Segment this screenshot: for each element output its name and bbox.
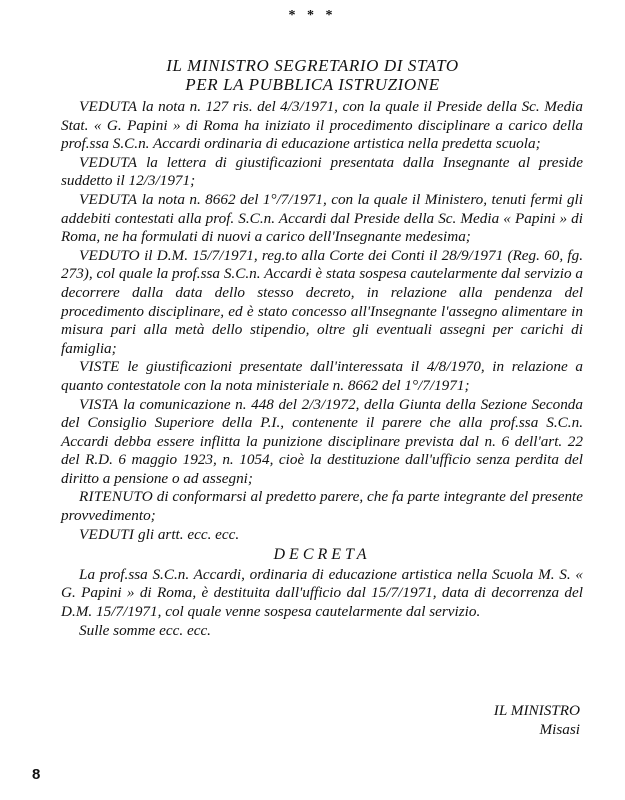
recital-paragraph (61, 526, 583, 545)
page-number: 8 (32, 766, 41, 783)
minister-name: Misasi (539, 721, 580, 738)
recital-text: la nota n. 127 ris. del 4/3/1971, con la quale il Preside della Sc. Media Stat. « G. Papini » di Roma ha iniziato il procedimento disciplinare a carico della prof.ssa S.C.n. Accardi ordinaria di educazione artistica nella predetta scuola; (61, 98, 583, 153)
recital-paragraph (61, 358, 583, 395)
recital-text: le giustificazioni presentate dall'interessata il 4/8/1970, in relazione a quanto contestatole con la nota ministeriale n. 8662 del 1°/7/1971; (61, 358, 583, 394)
recital-paragraph (61, 396, 583, 489)
minister-title: IL MINISTRO (493, 702, 580, 719)
recital-lead: VEDUTI (79, 525, 135, 543)
recital-paragraph (61, 488, 583, 525)
ornament-asterisks: * * * (288, 8, 337, 23)
closing-paragraph: Sulle somme ecc. ecc. (79, 621, 211, 639)
recital-text: il D.M. 15/7/1971, reg.to alla Corte dei Conti il 28/9/1971 (Reg. 60, fg. 273), col quale la prof.ssa S.C.n. Accardi è stata sospesa cautelarmente dal servizio a decorrere dalla data dello stesso decreto, in relazione alla pendenza del procedimento disciplinare, ed è stato concesso all'Insegnante l'assegno alimentare in misura pari alla metà dello stipendio, oltre gli eventuali assegni per carichi di famiglia; (61, 246, 583, 357)
recital-lead: RITENUTO (79, 488, 153, 506)
recital-text: la lettera di giustificazioni presentata dalla Insegnante al preside suddetto il 12/3/1971; (61, 153, 583, 190)
document-heading (60, 56, 565, 94)
recital-lead: VEDUTA (79, 98, 138, 115)
signature-block (380, 701, 580, 739)
document-body (61, 98, 583, 640)
heading-line-2: PER LA PUBBLICA ISTRUZIONE (185, 75, 440, 94)
recital-paragraph (61, 154, 583, 191)
recital-lead: VEDUTA (79, 153, 138, 171)
recital-lead: VEDUTO (79, 246, 140, 264)
recital-paragraph (61, 191, 583, 247)
recital-text: la nota n. 8662 del 1°/7/1971, con la quale il Ministero, tenuti fermi gli addebiti contestati alla prof. S.C.n. Accardi dal Preside della Sc. Media « Papini » di Roma, ne ha formulati di nuovi a carico dell'Insegnante medesima; (61, 190, 583, 246)
decision-paragraph: La prof.ssa S.C.n. Accardi, ordinaria di educazione artistica nella Scuola M. S. « G. Papini » di Roma, è destituita dall'ufficio dal 15/7/1971, data di decorrenza del D.M. 15/7/1971, col quale venne sospesa cautelarmente dal servizio. (61, 565, 583, 621)
recital-paragraph (61, 247, 583, 359)
recital-text: gli artt. ecc. ecc. (134, 525, 240, 543)
decreta-heading: DECRETA (273, 546, 371, 564)
heading-line-1: IL MINISTRO SEGRETARIO DI STATO (166, 56, 459, 75)
recital-lead: VISTE (79, 358, 120, 376)
recital-text: la comunicazione n. 448 del 2/3/1972, della Giunta della Sezione Seconda del Consiglio Superiore della P.I., contenente il parere che alla prof.ssa S.C.n. Accardi debba essere inflitta la punizione disciplinare prevista dal n. 6 dell'art. 22 del R.D. 6 maggio 1923, n. 1054, cioè la destituzione dall'ufficio senza perdita del diritto a pensione o ad assegni; (61, 395, 583, 487)
recital-lead: VISTA (79, 395, 119, 413)
recital-paragraph (61, 98, 583, 154)
recital-lead: VEDUTA (79, 190, 138, 208)
recital-text: di conformarsi al predetto parere, che fa parte integrante del presente provvedimento; (61, 488, 583, 525)
